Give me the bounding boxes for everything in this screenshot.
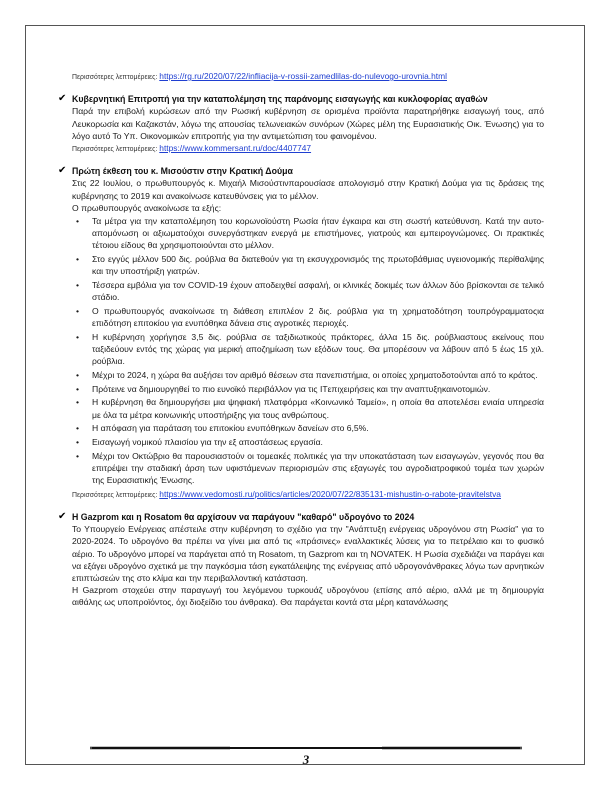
bullet-icon: • <box>76 423 80 434</box>
section-heading <box>58 93 544 105</box>
checkmark-icon: ✔ <box>58 511 67 522</box>
list-item: • Τα μέτρα για την καταπολέμηση του κορωνοϊούστη Ρωσία ήταν έγκαιρα και στη σωστή κατεύθυνση. Κατά την αυτο-απομόνωση οι αξιωματούχοι συνεργάστηκαν ενεργά με επιστήμονες, γιατρούς και εμπειρογνώμονες. Οι πρακτικές τέτοιου είδους θα χρησιμοποιούνται στο μέλλον. <box>76 216 544 251</box>
bullet-icon: • <box>76 331 80 342</box>
list-item: • Μέχρι το 2024, η χώρα θα αυξήσει τον αριθμό θέσεων στα πανεπιστήμια, οι οποίες χρηματοδοτούνται από το κράτος. <box>76 369 538 380</box>
intro-source <box>72 70 544 84</box>
more-details-label: Περισσότερες λεπτομέρειες: <box>72 491 158 499</box>
section-hydrogen <box>58 511 544 609</box>
section-paragraph: Το Υπουργείο Ενέργειας απέστειλε στην κυβέρνηση το σχέδιο για την "Ανάπτυξη ενέργειας υδρογόνου στη Ρωσία" για το 2020-2024. Το υδρογόνο θα πρέπει να γίνει μια από τις «πράσινες» εναλλακτικές λύσεις για το πετρέλαιο και το φυσικό αέριο. Το υδρογόνο μπορεί να παράγεται από τη Rosatom, τη Gazprom και τη NOVATEK. Η Ρωσία σχεδιάζει να παράγει και να εξάγει υδρογόνο σχετικά με την παγκόσμια τάση εγκατάλειψης της ενέργειας από υδρογονάνθρακες λόγω των αρνητικών επιπτώσεών της στο κλίμα και την περιβαλλοντική κατάσταση. <box>72 524 544 584</box>
bullet-icon: • <box>76 383 80 394</box>
section-illegal-import <box>58 93 544 156</box>
bullet-icon: • <box>76 254 80 265</box>
section-paragraph: Στις 22 Ιουλίου, ο πρωθυπουργός κ. Μιχαήλ Μισούστινπαρουσίασε απολογισμό στην Κρατική Δούμα για τις δράσεις της κυβέρνησης το 2019 και ανακοίνωσε κατευθύνσεις για το μέλλον. <box>72 178 544 201</box>
list-item: • Εισαγωγή νομικού πλαισίου για την εξ αποστάσεως εργασία. <box>76 436 323 447</box>
section-body <box>72 177 544 214</box>
section-duma-report <box>58 165 544 502</box>
section-source-link[interactable]: https://www.vedomosti.ru/politics/articles/2020/07/22/835131-mishustin-o-rabote-pravitelstva <box>159 488 501 499</box>
section-heading <box>58 511 544 523</box>
section-paragraph: Η Gazprom στοχεύει στην παραγωγή του λεγόμενου τυρκουάζ υδρογόνου (επίσης από αέριο, αλλά με τη δημιουργία αιθάλης ως υποπροϊόντος, όχι διοξείδιο του άνθρακα). Θα παράγεται κοντά στα μέρη κατανάλωσης <box>72 585 544 608</box>
section-source <box>72 488 544 502</box>
bullet-icon: • <box>76 450 80 461</box>
list-item: • Η κυβέρνηση θα δημιουργήσει μια ψηφιακή πλατφόρμα «Κοινωνικό Ταμείο», η οποία θα αποτελέσει ενιαία υπηρεσία με όλα τα μέτρα κοινωνικής υποστήριξης για τους ανθρώπους. <box>76 397 544 420</box>
section-heading <box>58 165 544 177</box>
list-item: • Πρότεινε να δημιουργηθεί το πιο ευνοϊκό περιβάλλον για τις ITεπιχειρήσεις και την αναπτυξηκαινοτομιών. <box>76 383 491 394</box>
section-body <box>72 523 544 608</box>
section-lead: Ο πρωθυπουργός ανακοίνωσε τα εξής: <box>72 202 222 213</box>
bullet-icon: • <box>76 216 80 227</box>
bullet-icon: • <box>76 436 80 447</box>
list-item: • Τέσσερα εμβόλια για τον COVID-19 έχουν αποδειχθεί ασφαλή, οι κλινικές δοκιμές των άλλων δύο βρίσκονται σε τελικό στάδιο. <box>76 280 544 303</box>
bullet-icon: • <box>76 369 80 380</box>
list-item: • Στο εγγύς μέλλον 500 δις. ρούβλια θα διατεθούν για τη εκσυγχρονισμός της πρωτοβάθμιας υγειονομικής περίθαλψης και την υποστήριξη γιατρών. <box>76 254 544 277</box>
footer-divider <box>92 747 520 749</box>
list-item: • Η απόφαση για παράταση του επιτοκίου ενυπόθηκων δανείων στο 6,5%. <box>76 423 369 434</box>
bullet-icon: • <box>76 397 80 408</box>
intro-source-link[interactable]: https://rg.ru/2020/07/22/infliacija-v-rossii-zamedlilas-do-nulevogo-urovnia.html <box>159 71 447 81</box>
section-title: Πρώτη έκθεση του κ. Μισούστιν στην Κρατική Δούμα <box>72 166 293 177</box>
list-item: • Η κυβέρνηση χορήγησε 3,5 δις. ρούβλια σε ταξιδιωτικούς πράκτορες, άλλα 15 δις. ρούβλιαστους εκείνους που ταξιδεύουν εντός της χώρας για μερική αποζημίωση των εξόδων τους. Θα μπορέσουν να λάβουν από 5 έως 15 χιλ. ρούβλια. <box>76 331 544 367</box>
more-details-label: Περισσότερες λεπτομέρειες: <box>72 74 158 81</box>
section-title: Η Gazprom και η Rosatom θα αρχίσουν να παράγουν "καθαρό" υδρογόνο το 2024 <box>72 512 415 522</box>
section-source <box>72 142 544 156</box>
list-item: • Μέχρι τον Οκτώβριο θα παρουσιαστούν οι τομεακές πολιτικές για την υποκατάσταση των εισαγωγών, γεγονός που θα επιτρέψει την σταδιακή άρση των υφιστάμενων περιορισμών στις εξαγωγές του αγροδιατροφικού τομέα των χωρών της Ευρασιατικής Ένωσης. <box>76 450 544 486</box>
checkmark-icon: ✔ <box>58 165 67 177</box>
checkmark-icon: ✔ <box>58 93 67 105</box>
list-item: • Ο πρωθυπουργός ανακοίνωσε τη διάθεση επιπλέον 2 δις. ρούβλια για τη χρηματοδότηση τουπρόγραμματοςια επιδότηση επιτοκίου για ενυπόθηκα δάνεια στις αγροτικές περιοχές. <box>76 305 544 329</box>
bullet-icon: • <box>76 280 80 291</box>
page-number: 3 <box>302 752 310 767</box>
document-body <box>58 70 544 609</box>
section-title: Κυβερνητική Επιτροπή για την καταπολέμηση της παράνομης εισαγωγής και κυκλοφορίας αγαθών <box>72 94 488 105</box>
section-paragraph: Παρά την επιβολή κυρώσεων από την Ρωσική κυβέρνηση σε ορισμένα προϊόντα παρατηρήθηκε εισαγωγή τους, από Λευκορωσία και Καζακστάν, λόγω της απουσίας τελωνειακών συνόρων (Χώρες μέλη της Ευρασιατικής Οικ. Ένωσης) για το λόγο αυτό Το Υπ. Οικονομικών επιτροπής για την αντιμετώπιση του φαινομένου. <box>72 106 544 141</box>
more-details-label: Περισσότερες λεπτομέρειες: <box>72 146 158 154</box>
section-body <box>72 105 544 142</box>
bullet-list <box>72 215 544 486</box>
section-source-link[interactable]: https://www.kommersant.ru/doc/4407747 <box>159 143 312 154</box>
bullet-icon: • <box>76 305 80 316</box>
